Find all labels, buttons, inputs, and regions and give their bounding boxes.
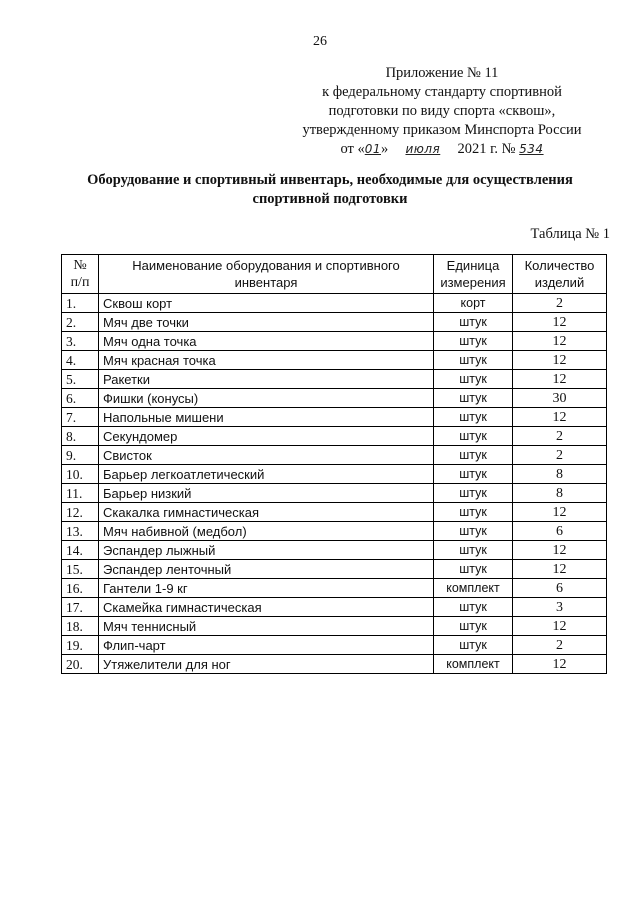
unit-of-measure: комплект — [434, 579, 513, 598]
table-row — [62, 351, 607, 370]
item-name: Утяжелители для ног — [99, 655, 434, 674]
table-row — [62, 408, 607, 427]
item-quantity: 12 — [513, 560, 607, 579]
page-number: 26 — [313, 34, 327, 49]
item-quantity: 12 — [513, 617, 607, 636]
table-row — [62, 522, 607, 541]
unit-of-measure: штук — [434, 351, 513, 370]
row-number: 14. — [62, 541, 99, 560]
unit-of-measure: штук — [434, 522, 513, 541]
item-quantity: 8 — [513, 465, 607, 484]
title-line-2: спортивной подготовки — [252, 191, 408, 207]
table-row — [62, 579, 607, 598]
table-row — [62, 484, 607, 503]
table-row — [62, 636, 607, 655]
item-quantity: 2 — [513, 294, 607, 313]
inventory-table — [61, 254, 607, 674]
item-name: Мяч две точки — [99, 313, 434, 332]
table-row — [62, 503, 607, 522]
item-quantity: 6 — [513, 579, 607, 598]
table-row — [62, 332, 607, 351]
appendix-line-1: Приложение № 11 — [385, 65, 499, 81]
row-number: 9. — [62, 446, 99, 465]
row-number: 8. — [62, 427, 99, 446]
row-number: 12. — [62, 503, 99, 522]
date-prefix: от « — [340, 141, 365, 157]
table-row — [62, 370, 607, 389]
item-name: Скамейка гимнастическая — [99, 598, 434, 617]
table-row — [62, 541, 607, 560]
item-name: Барьер легкоатлетический — [99, 465, 434, 484]
table-row — [62, 560, 607, 579]
table-row — [62, 313, 607, 332]
item-name: Секундомер — [99, 427, 434, 446]
row-number: 7. — [62, 408, 99, 427]
item-name: Эспандер лыжный — [99, 541, 434, 560]
item-name: Мяч теннисный — [99, 617, 434, 636]
table-body — [62, 294, 607, 674]
row-number: 15. — [62, 560, 99, 579]
handwritten-order-number: 534 — [519, 142, 544, 156]
handwritten-month: июля — [405, 142, 441, 156]
table-row — [62, 389, 607, 408]
item-quantity: 6 — [513, 522, 607, 541]
item-quantity: 12 — [513, 503, 607, 522]
header-name: Наименование оборудования и спортивного инвентаря — [99, 255, 434, 294]
item-name: Эспандер ленточный — [99, 560, 434, 579]
item-quantity: 12 — [513, 408, 607, 427]
header-num: № п/п — [62, 255, 99, 294]
item-name: Сквош корт — [99, 294, 434, 313]
row-number: 20. — [62, 655, 99, 674]
item-quantity: 3 — [513, 598, 607, 617]
table-row — [62, 446, 607, 465]
row-number: 13. — [62, 522, 99, 541]
appendix-line-4: утвержденному приказом Минспорта России — [302, 122, 582, 138]
year-text: 2021 г. № — [457, 141, 516, 157]
item-quantity: 2 — [513, 636, 607, 655]
item-name: Свисток — [99, 446, 434, 465]
table-row — [62, 465, 607, 484]
item-quantity: 12 — [513, 313, 607, 332]
document-title — [40, 171, 620, 209]
row-number: 17. — [62, 598, 99, 617]
row-number: 4. — [62, 351, 99, 370]
handwritten-day: 01 — [364, 142, 381, 156]
item-quantity: 12 — [513, 351, 607, 370]
unit-of-measure: корт — [434, 294, 513, 313]
item-name: Гантели 1-9 кг — [99, 579, 434, 598]
table-row — [62, 598, 607, 617]
table-row — [62, 294, 607, 313]
appendix-line-3: подготовки по виду спорта «сквош», — [328, 103, 556, 119]
table-header-row — [62, 255, 607, 294]
row-number: 16. — [62, 579, 99, 598]
table-caption: Таблица № 1 — [530, 226, 610, 242]
row-number: 19. — [62, 636, 99, 655]
unit-of-measure: штук — [434, 484, 513, 503]
unit-of-measure: штук — [434, 427, 513, 446]
row-number: 18. — [62, 617, 99, 636]
unit-of-measure: штук — [434, 617, 513, 636]
unit-of-measure: комплект — [434, 655, 513, 674]
row-number: 10. — [62, 465, 99, 484]
table-row — [62, 427, 607, 446]
table-row — [62, 655, 607, 674]
row-number: 3. — [62, 332, 99, 351]
item-name: Мяч набивной (медбол) — [99, 522, 434, 541]
item-quantity: 12 — [513, 541, 607, 560]
item-quantity: 8 — [513, 484, 607, 503]
unit-of-measure: штук — [434, 503, 513, 522]
item-name: Ракетки — [99, 370, 434, 389]
appendix-line-2: к федеральному стандарту спортивной — [322, 84, 562, 100]
item-name: Барьер низкий — [99, 484, 434, 503]
row-number: 1. — [62, 294, 99, 313]
item-quantity: 2 — [513, 427, 607, 446]
unit-of-measure: штук — [434, 313, 513, 332]
table-row — [62, 617, 607, 636]
header-qty: Количество изделий — [513, 255, 607, 294]
title-line-1: Оборудование и спортивный инвентарь, необходимые для осуществления — [87, 172, 573, 188]
item-name: Флип-чарт — [99, 636, 434, 655]
item-name: Мяч красная точка — [99, 351, 434, 370]
unit-of-measure: штук — [434, 370, 513, 389]
row-number: 6. — [62, 389, 99, 408]
unit-of-measure: штук — [434, 408, 513, 427]
item-quantity: 2 — [513, 446, 607, 465]
unit-of-measure: штук — [434, 389, 513, 408]
unit-of-measure: штук — [434, 636, 513, 655]
date-mid: » — [381, 141, 389, 157]
unit-of-measure: штук — [434, 598, 513, 617]
unit-of-measure: штук — [434, 541, 513, 560]
row-number: 2. — [62, 313, 99, 332]
unit-of-measure: штук — [434, 446, 513, 465]
appendix-block — [282, 64, 602, 159]
item-quantity: 12 — [513, 370, 607, 389]
unit-of-measure: штук — [434, 465, 513, 484]
item-name: Фишки (конусы) — [99, 389, 434, 408]
item-name: Мяч одна точка — [99, 332, 434, 351]
appendix-date-line — [282, 140, 602, 159]
item-name: Скакалка гимнастическая — [99, 503, 434, 522]
row-number: 11. — [62, 484, 99, 503]
item-quantity: 12 — [513, 655, 607, 674]
header-unit: Единица измерения — [434, 255, 513, 294]
unit-of-measure: штук — [434, 560, 513, 579]
row-number: 5. — [62, 370, 99, 389]
item-name: Напольные мишени — [99, 408, 434, 427]
item-quantity: 12 — [513, 332, 607, 351]
item-quantity: 30 — [513, 389, 607, 408]
unit-of-measure: штук — [434, 332, 513, 351]
